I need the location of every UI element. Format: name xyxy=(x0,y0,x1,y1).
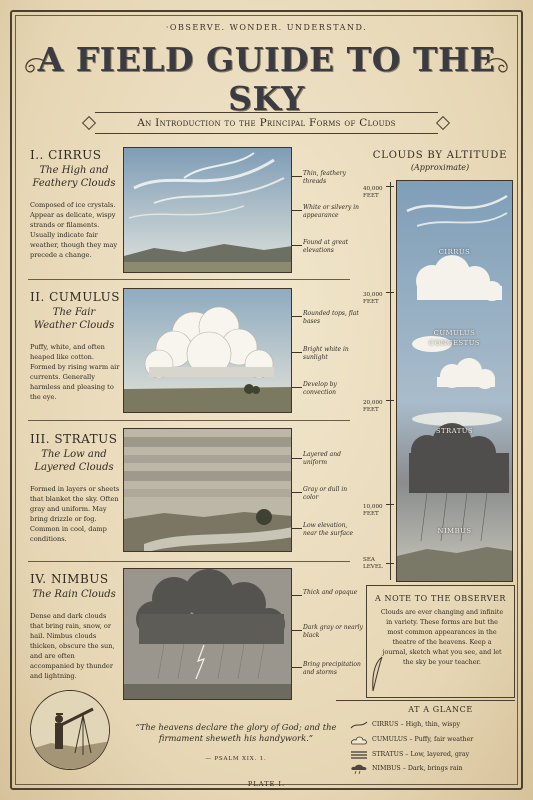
altitude-illustration xyxy=(396,180,513,582)
glance-row-cirrus xyxy=(372,721,517,728)
section-title: IV. NIMBUS xyxy=(30,572,109,586)
note-text: Thick and opaque xyxy=(303,589,358,596)
observer-telescope-illustration xyxy=(30,690,110,770)
altitude-label: SEA LEVEL xyxy=(363,557,383,570)
section-subtitle: The Fair Weather Clouds xyxy=(33,307,115,331)
note-text: White or silvery in appearance xyxy=(303,204,360,219)
glance-text: – Low, layered, gray xyxy=(405,751,470,758)
note-text: Bring precipitation and storms xyxy=(303,661,361,676)
altitude-label: 10,000 FEET xyxy=(363,504,383,517)
section-subtitle: The Low and Layered Clouds xyxy=(34,449,114,473)
note-text: Layered and uniform xyxy=(303,451,341,466)
section-description: Dense and dark clouds that bring rain, snow, or hail. Nimbus clouds thicken, obscure the sun, and are often accompanied by thunder and lightning. xyxy=(30,612,115,680)
section-divider xyxy=(28,420,350,421)
section-subtitle: The High and Feathery Clouds xyxy=(32,165,116,189)
glance-name: CIRRUS xyxy=(372,721,399,728)
glance-title: AT A GLANCE xyxy=(408,705,473,714)
section-description: Puffy, white, and often heaped like cotton. Formed by rising warm air currents. Generally harmless and pleasing to the eye. xyxy=(30,343,120,401)
panel-label: NIMBUS xyxy=(437,527,472,535)
altitude-label: 20,000 FEET xyxy=(363,400,383,413)
scripture-quote: “The heavens declare the glory of God; and the firmament sheweth his handywork.” xyxy=(135,722,337,743)
nimbus-rain-icon xyxy=(350,764,368,774)
section-divider xyxy=(28,279,350,280)
altitude-title: CLOUDS BY ALTITUDE xyxy=(372,150,508,161)
section-title: II. CUMULUS xyxy=(30,290,120,304)
note-text: Low elevation, near the surface xyxy=(303,522,354,537)
stratus-layers-icon xyxy=(350,750,368,760)
section-title: I.. CIRRUS xyxy=(30,148,102,162)
glance-text: – Puffy, fair weather xyxy=(409,736,474,743)
glance-text: – High, thin, wispy xyxy=(400,721,461,728)
glance-row-cumulus xyxy=(372,736,517,743)
cirrus-wisp-icon xyxy=(350,720,368,730)
observer-note-body: Clouds are ever changing and infinite in variety. These forms are but the most common appearances in the theatre of the heavens. Keep a journal, sketch what you see, and let the sky be your teacher. xyxy=(380,608,504,666)
glance-text: – Dark, brings rain xyxy=(402,765,463,772)
altitude-label: 40,000 FEET xyxy=(363,186,383,199)
right-flourish-icon xyxy=(483,50,513,80)
altitude-axis xyxy=(390,182,391,580)
note-text: Develop by convection xyxy=(303,381,337,396)
note-text: Dark gray or nearly black xyxy=(303,624,363,639)
section-divider xyxy=(28,561,350,562)
note-text: Thin, feathery threads xyxy=(303,170,346,185)
cumulus-cloud-icon xyxy=(350,735,368,745)
section-description: Composed of ice crystals. Appear as delicate, wispy strands or filaments. Usually indicate fair weather, though they may precede a change. xyxy=(30,201,118,259)
page-subtitle: An Introduction to the Principal Forms of Clouds xyxy=(137,117,396,129)
note-text: Bright white in sunlight xyxy=(303,346,349,361)
glance-row-stratus xyxy=(372,751,517,758)
glance-name: STRATUS xyxy=(372,751,404,758)
subtitle-banner xyxy=(95,112,438,134)
note-text: Rounded tops, flat bases xyxy=(303,310,359,325)
section-title: III. STRATUS xyxy=(30,432,118,446)
altitude-label: 30,000 FEET xyxy=(363,292,383,305)
altitude-subtitle: (Approximate) xyxy=(410,163,470,172)
quote-citation: — PSALM XIX. 1. xyxy=(205,756,267,762)
stratus-illustration xyxy=(123,428,292,552)
panel-label: CIRRUS xyxy=(438,248,471,256)
glance-row-nimbus xyxy=(372,765,517,772)
section-subtitle: The Rain Clouds xyxy=(32,589,116,600)
section-description: Formed in layers or sheets that blanket the sky. Often gray and uniform. May bring drizzle or fog. Common in cool, damp conditions. xyxy=(30,485,120,543)
observer-note-title: A NOTE TO THE OBSERVER xyxy=(374,594,507,603)
page-title: A FIELD GUIDE TO THE SKY xyxy=(37,40,496,118)
glance-name: CUMULUS xyxy=(372,736,408,743)
note-text: Found at great elevations xyxy=(303,239,349,254)
plate-number: PLATE I. xyxy=(247,780,286,788)
cirrus-illustration xyxy=(123,147,292,273)
panel-label: STRATUS xyxy=(435,427,474,435)
nimbus-illustration xyxy=(123,568,292,700)
cumulus-illustration xyxy=(123,288,292,413)
quill-icon xyxy=(370,655,384,695)
glance-name: NIMBUS xyxy=(372,765,401,772)
motto: ·OBSERVE. WONDER. UNDERSTAND. xyxy=(165,23,368,32)
panel-label: CUMULUS CONGESTUS xyxy=(428,329,481,347)
note-text: Gray or dull in color xyxy=(303,486,348,501)
